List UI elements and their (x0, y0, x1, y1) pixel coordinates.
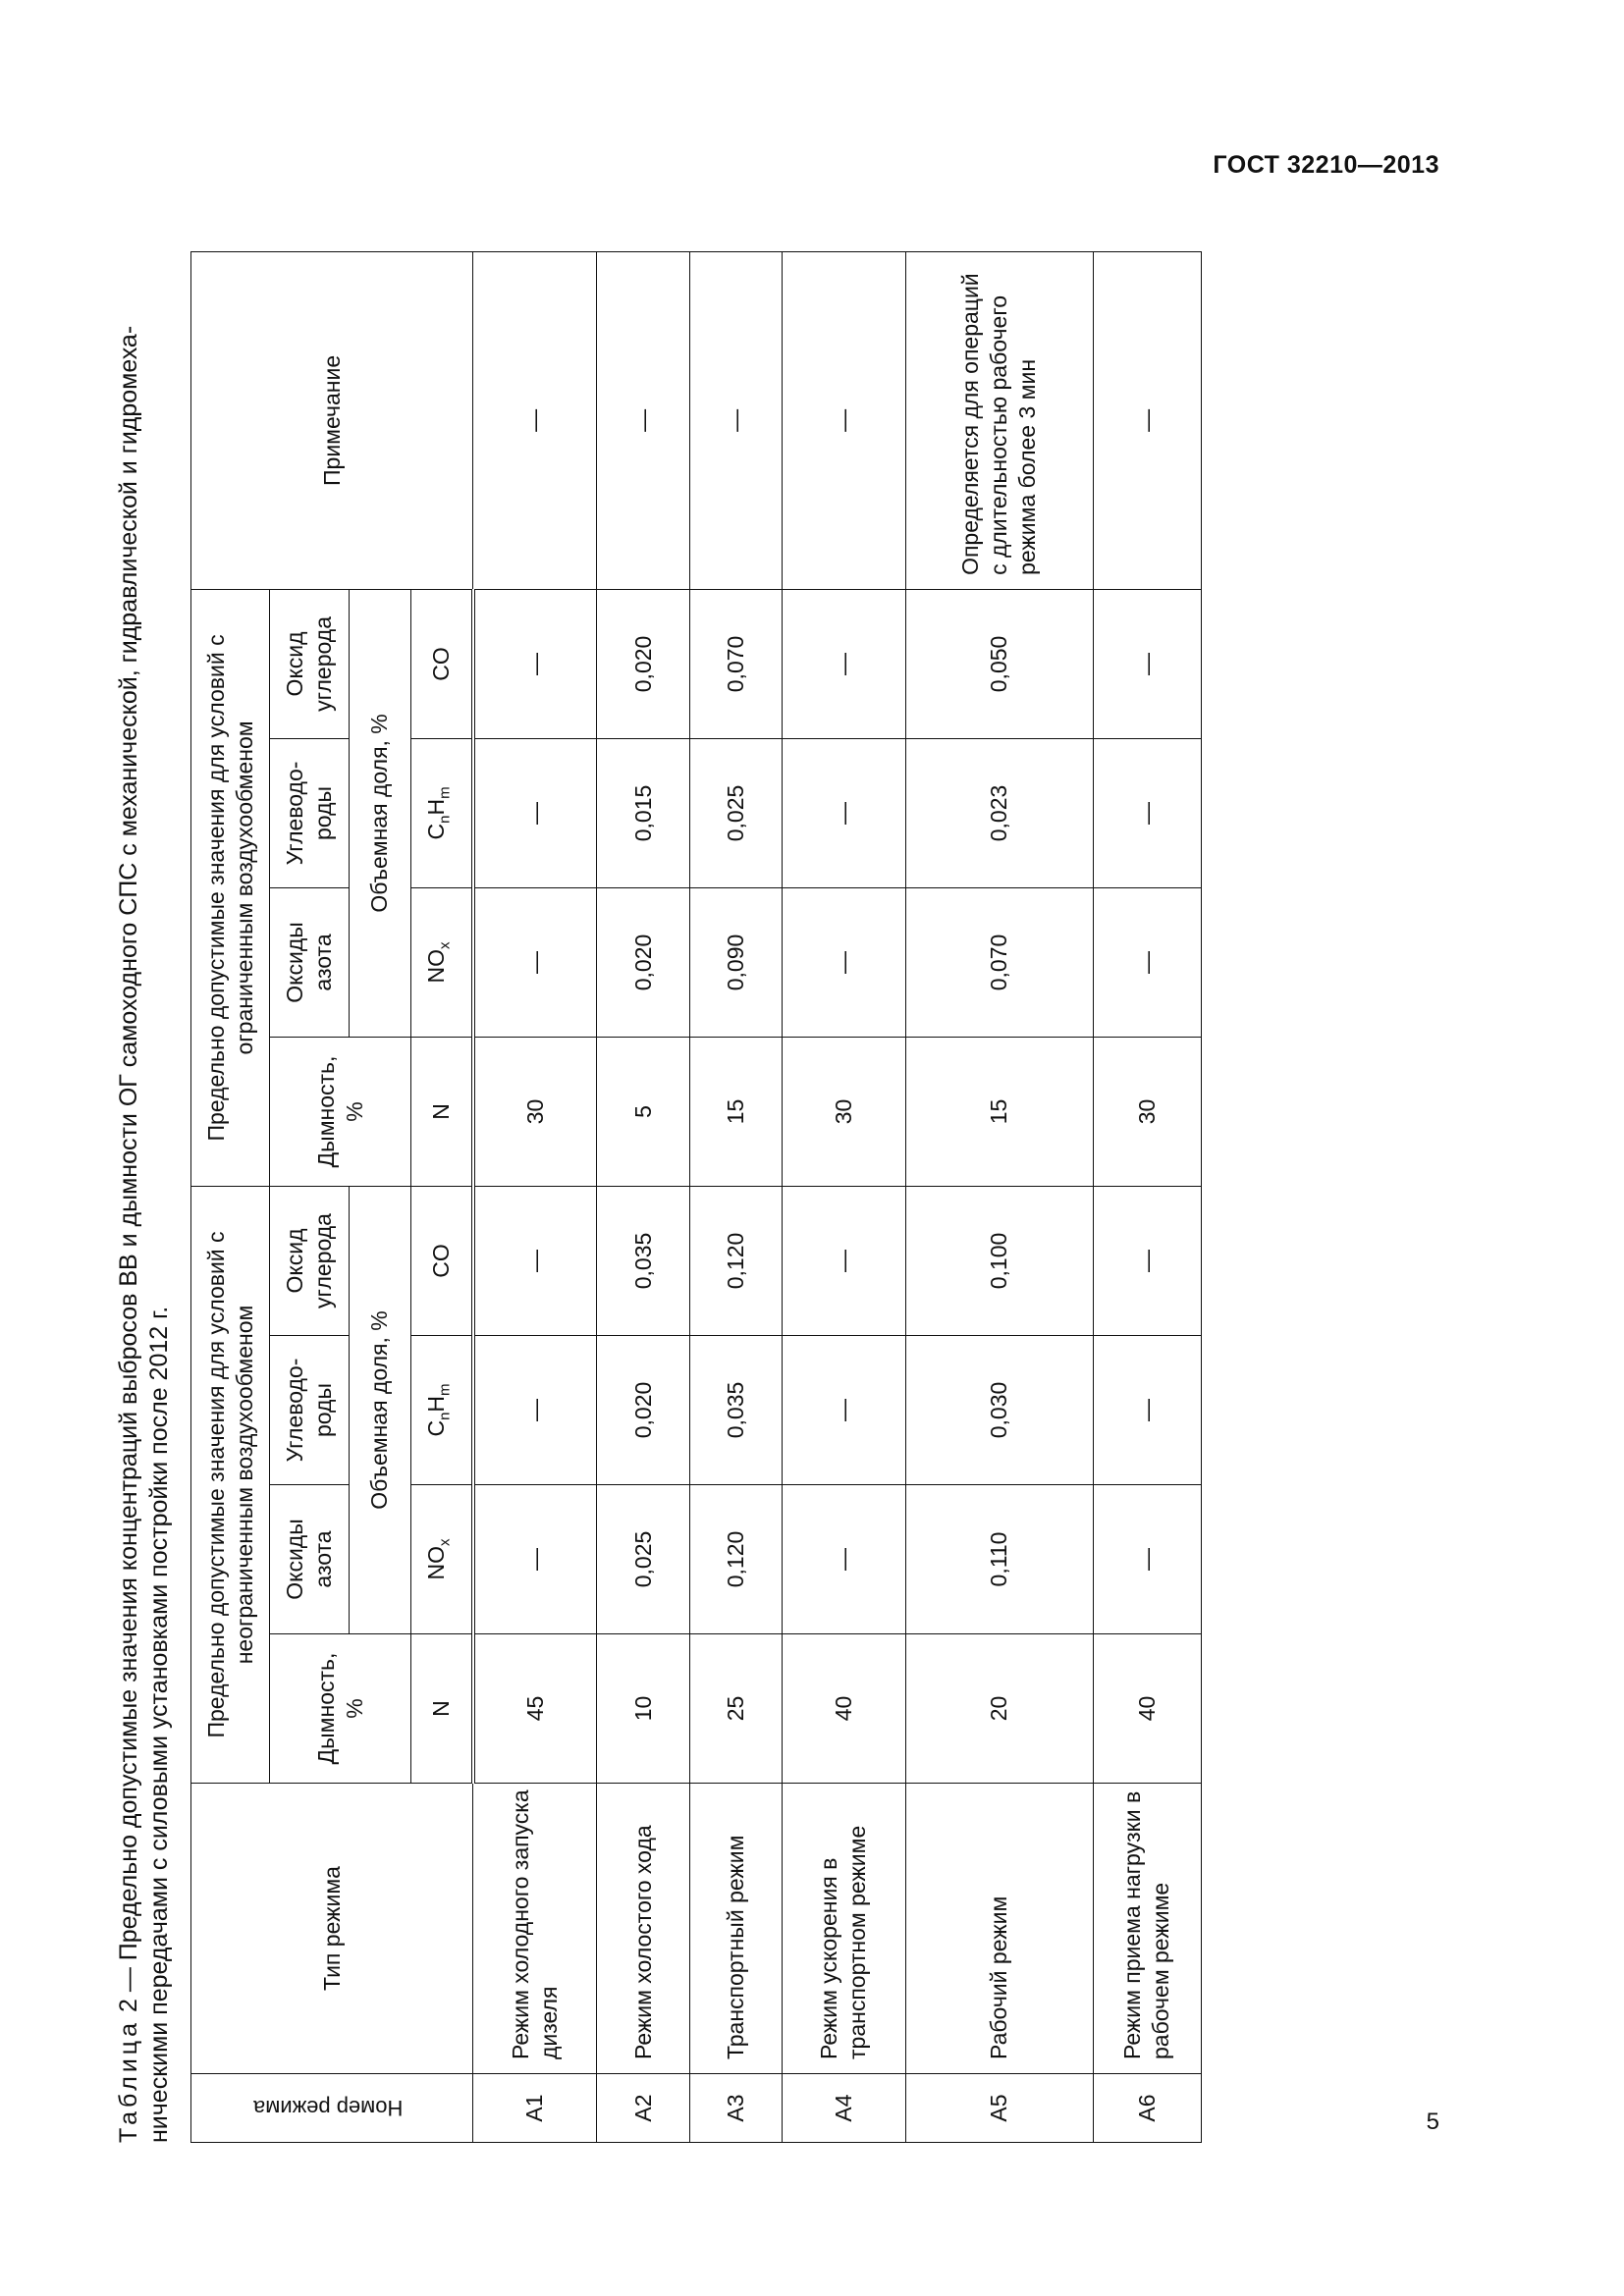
header-mode-number (191, 2074, 473, 2143)
value-u-n: 40 (782, 1634, 905, 1784)
value-u-co: 0,120 (689, 1186, 782, 1335)
value-l-nox: 0,020 (597, 887, 689, 1037)
emissions-table (190, 251, 1202, 2143)
mode-note: — (782, 251, 905, 589)
value-u-co: — (1093, 1186, 1201, 1335)
mode-type: Режим приема нагрузки в рабочем режиме (1093, 1784, 1201, 2074)
value-u-nox: 0,025 (597, 1485, 689, 1634)
caption-line2: ническими передачами с силовыми установками постройки после 2012 г. (145, 1306, 173, 2143)
header-l-ch: Углеводо-роды (270, 738, 349, 887)
value-l-nox: — (1093, 887, 1201, 1037)
header-l-nox: Оксиды азота (270, 887, 349, 1037)
value-l-ch: 0,023 (906, 738, 1094, 887)
value-l-co: 0,070 (689, 589, 782, 738)
sym-u-n: N (410, 1634, 472, 1784)
header-l-smoke: Дымность, % (270, 1037, 411, 1186)
mode-code: A1 (473, 2074, 597, 2143)
value-u-ch: — (782, 1336, 905, 1485)
value-l-co: — (1093, 589, 1201, 738)
caption-prefix: Таблица (115, 2018, 142, 2143)
mode-code: A5 (906, 2074, 1094, 2143)
header-l-volume: Объемная доля, % (349, 589, 410, 1037)
value-u-nox: 0,120 (689, 1485, 782, 1634)
mode-note: Определяется для операций с длительностью рабочего режима более 3 мин (906, 251, 1094, 589)
value-l-n: 5 (597, 1037, 689, 1186)
header-u-volume: Объемная доля, % (349, 1186, 410, 1633)
value-u-ch: — (473, 1336, 597, 1485)
mode-type: Режим холостого хода (597, 1784, 689, 2074)
mode-code: A6 (1093, 2074, 1201, 2143)
value-u-nox: — (1093, 1485, 1201, 1634)
value-u-n: 45 (473, 1634, 597, 1784)
value-u-co: 0,035 (597, 1186, 689, 1335)
rotated-table-frame (114, 233, 1223, 2143)
header-group-unlimited: Предельно допустимые значения для условий с неограниченным воздухообменом (191, 1186, 270, 1783)
mode-note: — (689, 251, 782, 589)
sym-l-ch: $C_nH_m$ (410, 738, 472, 887)
value-u-ch: — (1093, 1336, 1201, 1485)
table-row (782, 251, 905, 2142)
value-l-nox: 0,090 (689, 887, 782, 1037)
value-u-ch: 0,020 (597, 1336, 689, 1485)
sym-u-nox: $NO_x$ (410, 1485, 472, 1634)
value-u-nox: — (473, 1485, 597, 1634)
mode-type: Транспортный режим (689, 1784, 782, 2074)
value-l-nox: — (782, 887, 905, 1037)
standard-designation: ГОСТ 32210—2013 (1213, 151, 1439, 179)
table-row (1093, 251, 1201, 2142)
header-u-co: Оксид углерода (270, 1186, 349, 1335)
value-u-co: 0,100 (906, 1186, 1094, 1335)
mode-code: A2 (597, 2074, 689, 2143)
table-row (906, 251, 1094, 2142)
value-l-n: 30 (1093, 1037, 1201, 1186)
value-l-co: — (782, 589, 905, 738)
value-l-n: 15 (906, 1037, 1094, 1186)
value-l-ch: — (782, 738, 905, 887)
mode-type: Режим холодного запуска дизеля (473, 1784, 597, 2074)
mode-type: Рабочий режим (906, 1784, 1094, 2074)
sym-l-nox: $NO_x$ (410, 887, 472, 1037)
value-u-ch: 0,035 (689, 1336, 782, 1485)
value-l-nox: 0,070 (906, 887, 1094, 1037)
value-l-ch: — (473, 738, 597, 887)
value-l-co: — (473, 589, 597, 738)
value-u-n: 25 (689, 1634, 782, 1784)
header-u-nox: Оксиды азота (270, 1485, 349, 1634)
table-row (597, 251, 689, 2142)
page-number: 5 (1426, 2109, 1439, 2135)
mode-type: Режим ускорения в транспортном режиме (782, 1784, 905, 2074)
header-group-limited: Предельно допустимые значения для условий с ограниченным воздухообменом (191, 589, 270, 1186)
caption-text: 2 — Предельно допустимые значения концентраций выбросов ВВ и дымности ОГ самоходного СПС с механической, гидравлической и гидромеха- (115, 325, 142, 2019)
sym-l-co: CO (410, 589, 472, 738)
value-l-n: 30 (473, 1037, 597, 1186)
value-l-n: 15 (689, 1037, 782, 1186)
sym-l-n: N (410, 1037, 472, 1186)
header-note: Примечание (191, 251, 473, 589)
sym-u-co: CO (410, 1186, 472, 1335)
header-u-smoke: Дымность, % (270, 1634, 411, 1784)
value-u-co: — (782, 1186, 905, 1335)
header-u-ch: Углеводо-роды (270, 1336, 349, 1485)
value-u-ch: 0,030 (906, 1336, 1094, 1485)
value-l-ch: — (1093, 738, 1201, 887)
value-l-ch: 0,025 (689, 738, 782, 887)
mode-note: — (597, 251, 689, 589)
mode-note: — (473, 251, 597, 589)
header-mode-type: Тип режима (191, 1784, 473, 2074)
value-u-n: 40 (1093, 1634, 1201, 1784)
value-u-co: — (473, 1186, 597, 1335)
value-u-nox: — (782, 1485, 905, 1634)
sym-u-ch: $C_nH_m$ (410, 1336, 472, 1485)
header-l-co: Оксид углерода (270, 589, 349, 738)
value-l-co: 0,050 (906, 589, 1094, 738)
value-l-co: 0,020 (597, 589, 689, 738)
value-l-n: 30 (782, 1037, 905, 1186)
table-row (473, 251, 597, 2142)
value-l-ch: 0,015 (597, 738, 689, 887)
value-u-nox: 0,110 (906, 1485, 1094, 1634)
mode-number-label: Номер режима (253, 2096, 404, 2120)
table-caption (114, 233, 175, 2143)
value-l-nox: — (473, 887, 597, 1037)
mode-note: — (1093, 251, 1201, 589)
mode-code: A3 (689, 2074, 782, 2143)
mode-code: A4 (782, 2074, 905, 2143)
value-u-n: 10 (597, 1634, 689, 1784)
table-row (689, 251, 782, 2142)
value-u-n: 20 (906, 1634, 1094, 1784)
